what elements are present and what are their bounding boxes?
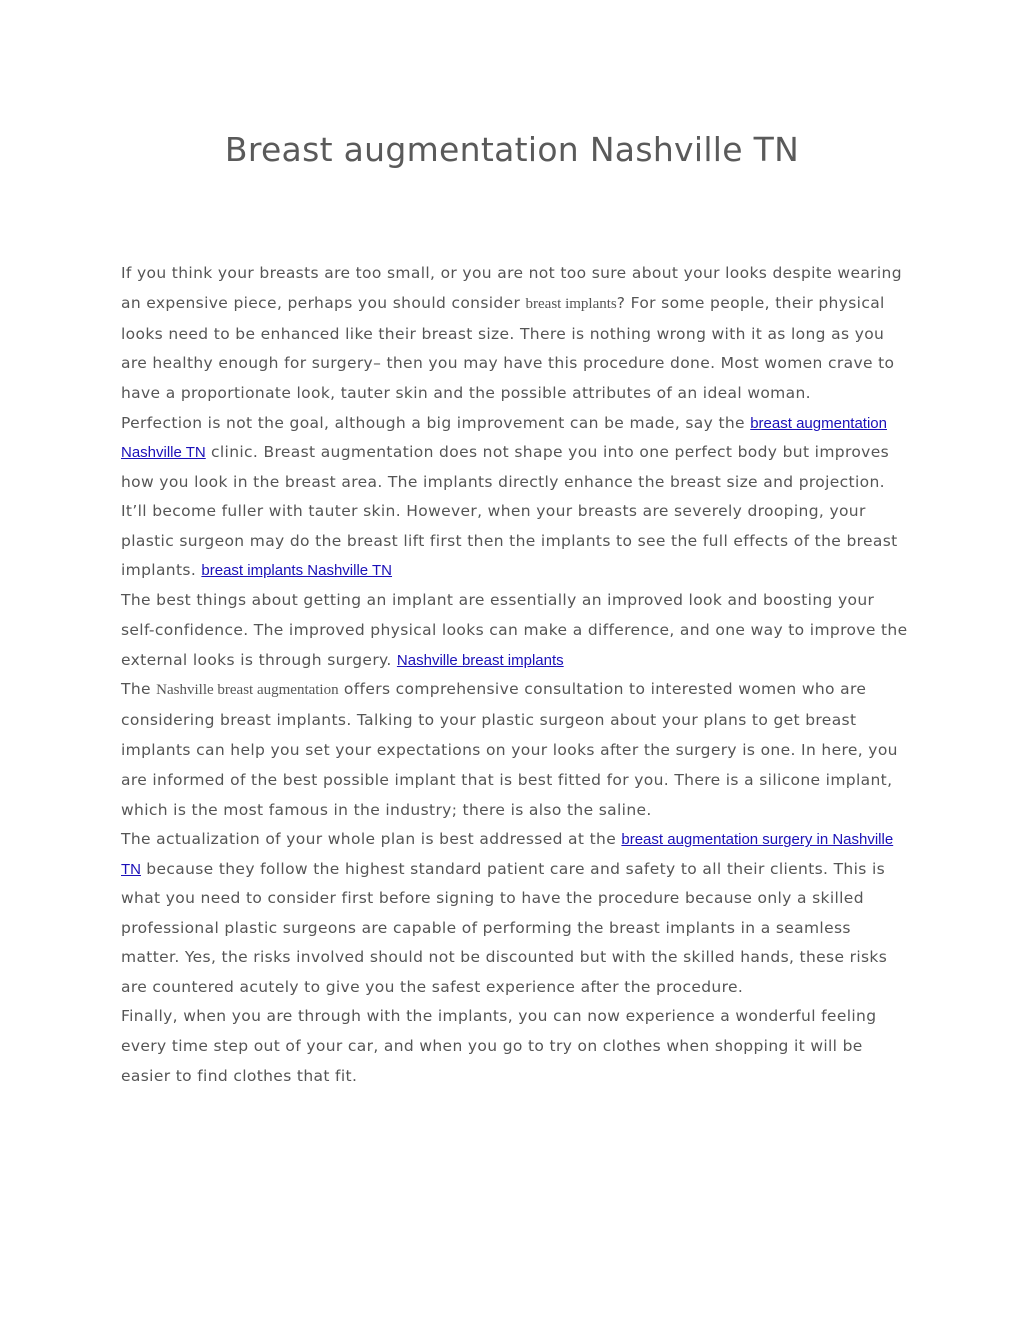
- paragraph-intro: [121, 259, 911, 409]
- paragraph-text: The best things about getting an implant are essentially an improved look and boosting your self-confidence. The improved physical looks can make a difference, and one way to improve the external looks is through surgery.: [121, 590, 908, 669]
- paragraph-text: Perfection is not the goal, although a big improvement can be made, say the: [121, 413, 751, 432]
- paragraph-text: The: [121, 680, 157, 699]
- link-breast-augmentation-surgery[interactable]: breast augmentation surgery in Nashville TN: [121, 831, 894, 878]
- paragraph-text: because they follow the highest standard patient care and safety to all their clients. This is what you need to consider first before signing to have the procedure because only a skilled professional plastic surgeons are capable of performing the breast implants in a seamless matter. Yes, the risks involved should not be discounted but with the skilled hands, these risks are countered acutely to give you the safest experience after the procedure.: [121, 859, 888, 996]
- paragraph-finally: [121, 1002, 911, 1091]
- paragraph-text: If you think your breasts are too small, or you are not too sure about your looks despite wearing an expensive piece, perhaps you should consider: [121, 264, 902, 312]
- paragraph-actualization: [121, 825, 911, 1002]
- page-title: Breast augmentation Nashville TN: [224, 130, 800, 169]
- paragraph-text: offers comprehensive consultation to interested women who are considering breast implants. Talking to your plastic surgeon about your plans to get breast implants can help you set your expectations on your looks after the surgery is one. In here, you are informed of the best possible implant that is best fitted for you. There is a silicone implant, which is the most famous in the industry; there is also the saline.: [121, 680, 898, 819]
- paragraph-text: clinic. Breast augmentation does not shape you into one perfect body but improves how you look in the breast area. The implants directly enhance the breast size and projection. It’ll become fuller with tauter skin. However, when your breasts are severely drooping, your plastic surgeon may do the breast lift first then the implants to see the full effects of the breast implants.: [121, 443, 898, 580]
- paragraph-text: ? For some people, their physical looks need to be enhanced like their breast size. There is nothing wrong with it as long as you are healthy enough for surgery– then you may have this procedure done. Most women crave to have a proportionate look, tauter skin and the possible attributes of an ideal woman.: [121, 293, 895, 403]
- inline-serif-text: breast implants: [525, 295, 617, 312]
- paragraph-text: Finally, when you are through with the implants, you can now experience a wonderful feeling every time step out of your car, and when you go to try on clothes when shopping it will be easier to find clothes that fit.: [121, 1007, 877, 1085]
- paragraph-perfection: [121, 409, 911, 586]
- paragraph-text: The actualization of your whole plan is best addressed at the: [121, 830, 622, 849]
- article-body: [121, 259, 911, 1092]
- paragraph-consultation: [121, 675, 911, 825]
- paragraph-best-things: [121, 586, 911, 675]
- link-breast-augmentation-nashville[interactable]: breast augmentation Nashville TN: [121, 414, 887, 462]
- link-breast-implants-nashville[interactable]: breast implants Nashville TN: [201, 562, 393, 580]
- inline-serif-text: Nashville breast augmentation: [156, 682, 339, 699]
- link-nashville-breast-implants[interactable]: Nashville breast implants: [396, 651, 564, 669]
